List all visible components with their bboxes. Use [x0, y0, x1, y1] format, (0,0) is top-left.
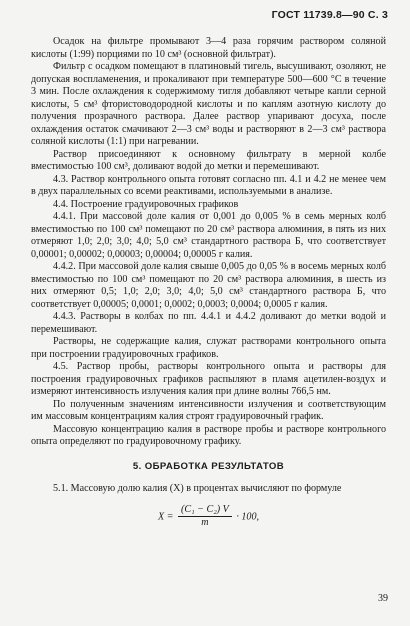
paragraph: 4.3. Раствор контрольного опыта готовят согласно пп. 4.1 и 4.2 не менее чем в двух параллельных со всеми реактивами, используемыми в анализе.	[31, 173, 386, 197]
paragraph: 4.4.2. При массовой доле калия свыше 0,005 до 0,05 % в восемь мерных колб вместимостью по 100 см³ помещают по 20 см³ раствора алюминия, в шесть из них отмеряют 0,5; 1,0; 2,0; 3,0; 4,0; 5,0 см³ стандартного раствора Б, что соответствует 0,00005; 0,0001; 0,0002; 0,0003; 0,0004; 0,0005 г калия.	[31, 261, 386, 310]
formula-numerator: (C₁ − C₂) V	[178, 504, 232, 518]
paragraph: Осадок на фильтре промывают 3—4 раза горячим раствором соляной кислоты (1:99) порциями по 10 см³ (основной фильтрат).	[31, 36, 386, 60]
formula-lhs: X =	[157, 510, 174, 522]
paragraph: 4.4.1. При массовой доле калия от 0,001 до 0,005 % в семь мерных колб вместимостью по 100 см³ помещают по 20 см³ раствора алюминия, в пять из них отмеряют 1,0; 2,0; 3,0; 4,0; 5,0 см³ стандартного раствора Б, что соответствует 0,00001; 0,00002; 0,00003; 0,00004; 0,00005 г калия.	[31, 211, 386, 260]
paragraph: Массовую концентрацию калия в растворе пробы и растворе контрольного опыта определяют по градуировочному графику.	[31, 423, 386, 447]
page-number: 39	[378, 593, 388, 604]
page-header: ГОСТ 11739.8—90 С. 3	[271, 9, 388, 21]
paragraph: 4.5. Раствор пробы, растворы контрольного опыта и растворы для построения градуировочных графиков распыляют в пламя ацетилен-воздух и измеряют интенсивность излучения калия при длине волны 766,5 нм.	[31, 361, 386, 397]
paragraph: 4.4.3. Растворы в колбах по пп. 4.4.1 и 4.4.2 доливают до метки водой и перемешивают.	[31, 311, 386, 335]
body-text	[31, 36, 386, 530]
paragraph: Раствор присоединяют к основному фильтрату в мерной колбе вместимостью 100 см³, доливают водой до метки и перемешивают.	[31, 148, 386, 172]
paragraph: 5.1. Массовую долю калия (X) в процентах вычисляют по формуле	[53, 483, 342, 494]
formula-fraction	[178, 504, 232, 530]
paragraph: Фильтр с осадком помещают в платиновый тигель, высушивают, озоляют, не допуская воспламенения, и прокаливают при температуре 500—600 °С в течение 3 мин. После охлаждения к содержимому тигля добавляют четыре капли серной кислоты, 5 см³ фтористоводородной кислоты и по каплям азотную кислоту до получения прозрачного раствора. Далее раствор упаривают досуха, после охлаждения остаток смачивают 2—3 см³ воды и растворяют в 2—3 см³ раствора соляной кислоты (1:1) при нагревании.	[31, 61, 386, 147]
paragraph: По полученным значениям интенсивности излучения и соответствующим им массовым концентрациям калия строят градуировочный график.	[31, 398, 386, 422]
subsection-heading: 4.4. Построение градуировочных графиков	[53, 198, 239, 210]
formula-denominator: m	[201, 517, 209, 528]
formula-rhs: · 100,	[236, 510, 260, 522]
formula	[31, 504, 386, 530]
section-heading: 5. ОБРАБОТКА РЕЗУЛЬТАТОВ	[132, 460, 285, 472]
paragraph: Растворы, не содержащие калия, служат растворами контрольного опыта при построении градуировочных графиков.	[31, 336, 386, 360]
